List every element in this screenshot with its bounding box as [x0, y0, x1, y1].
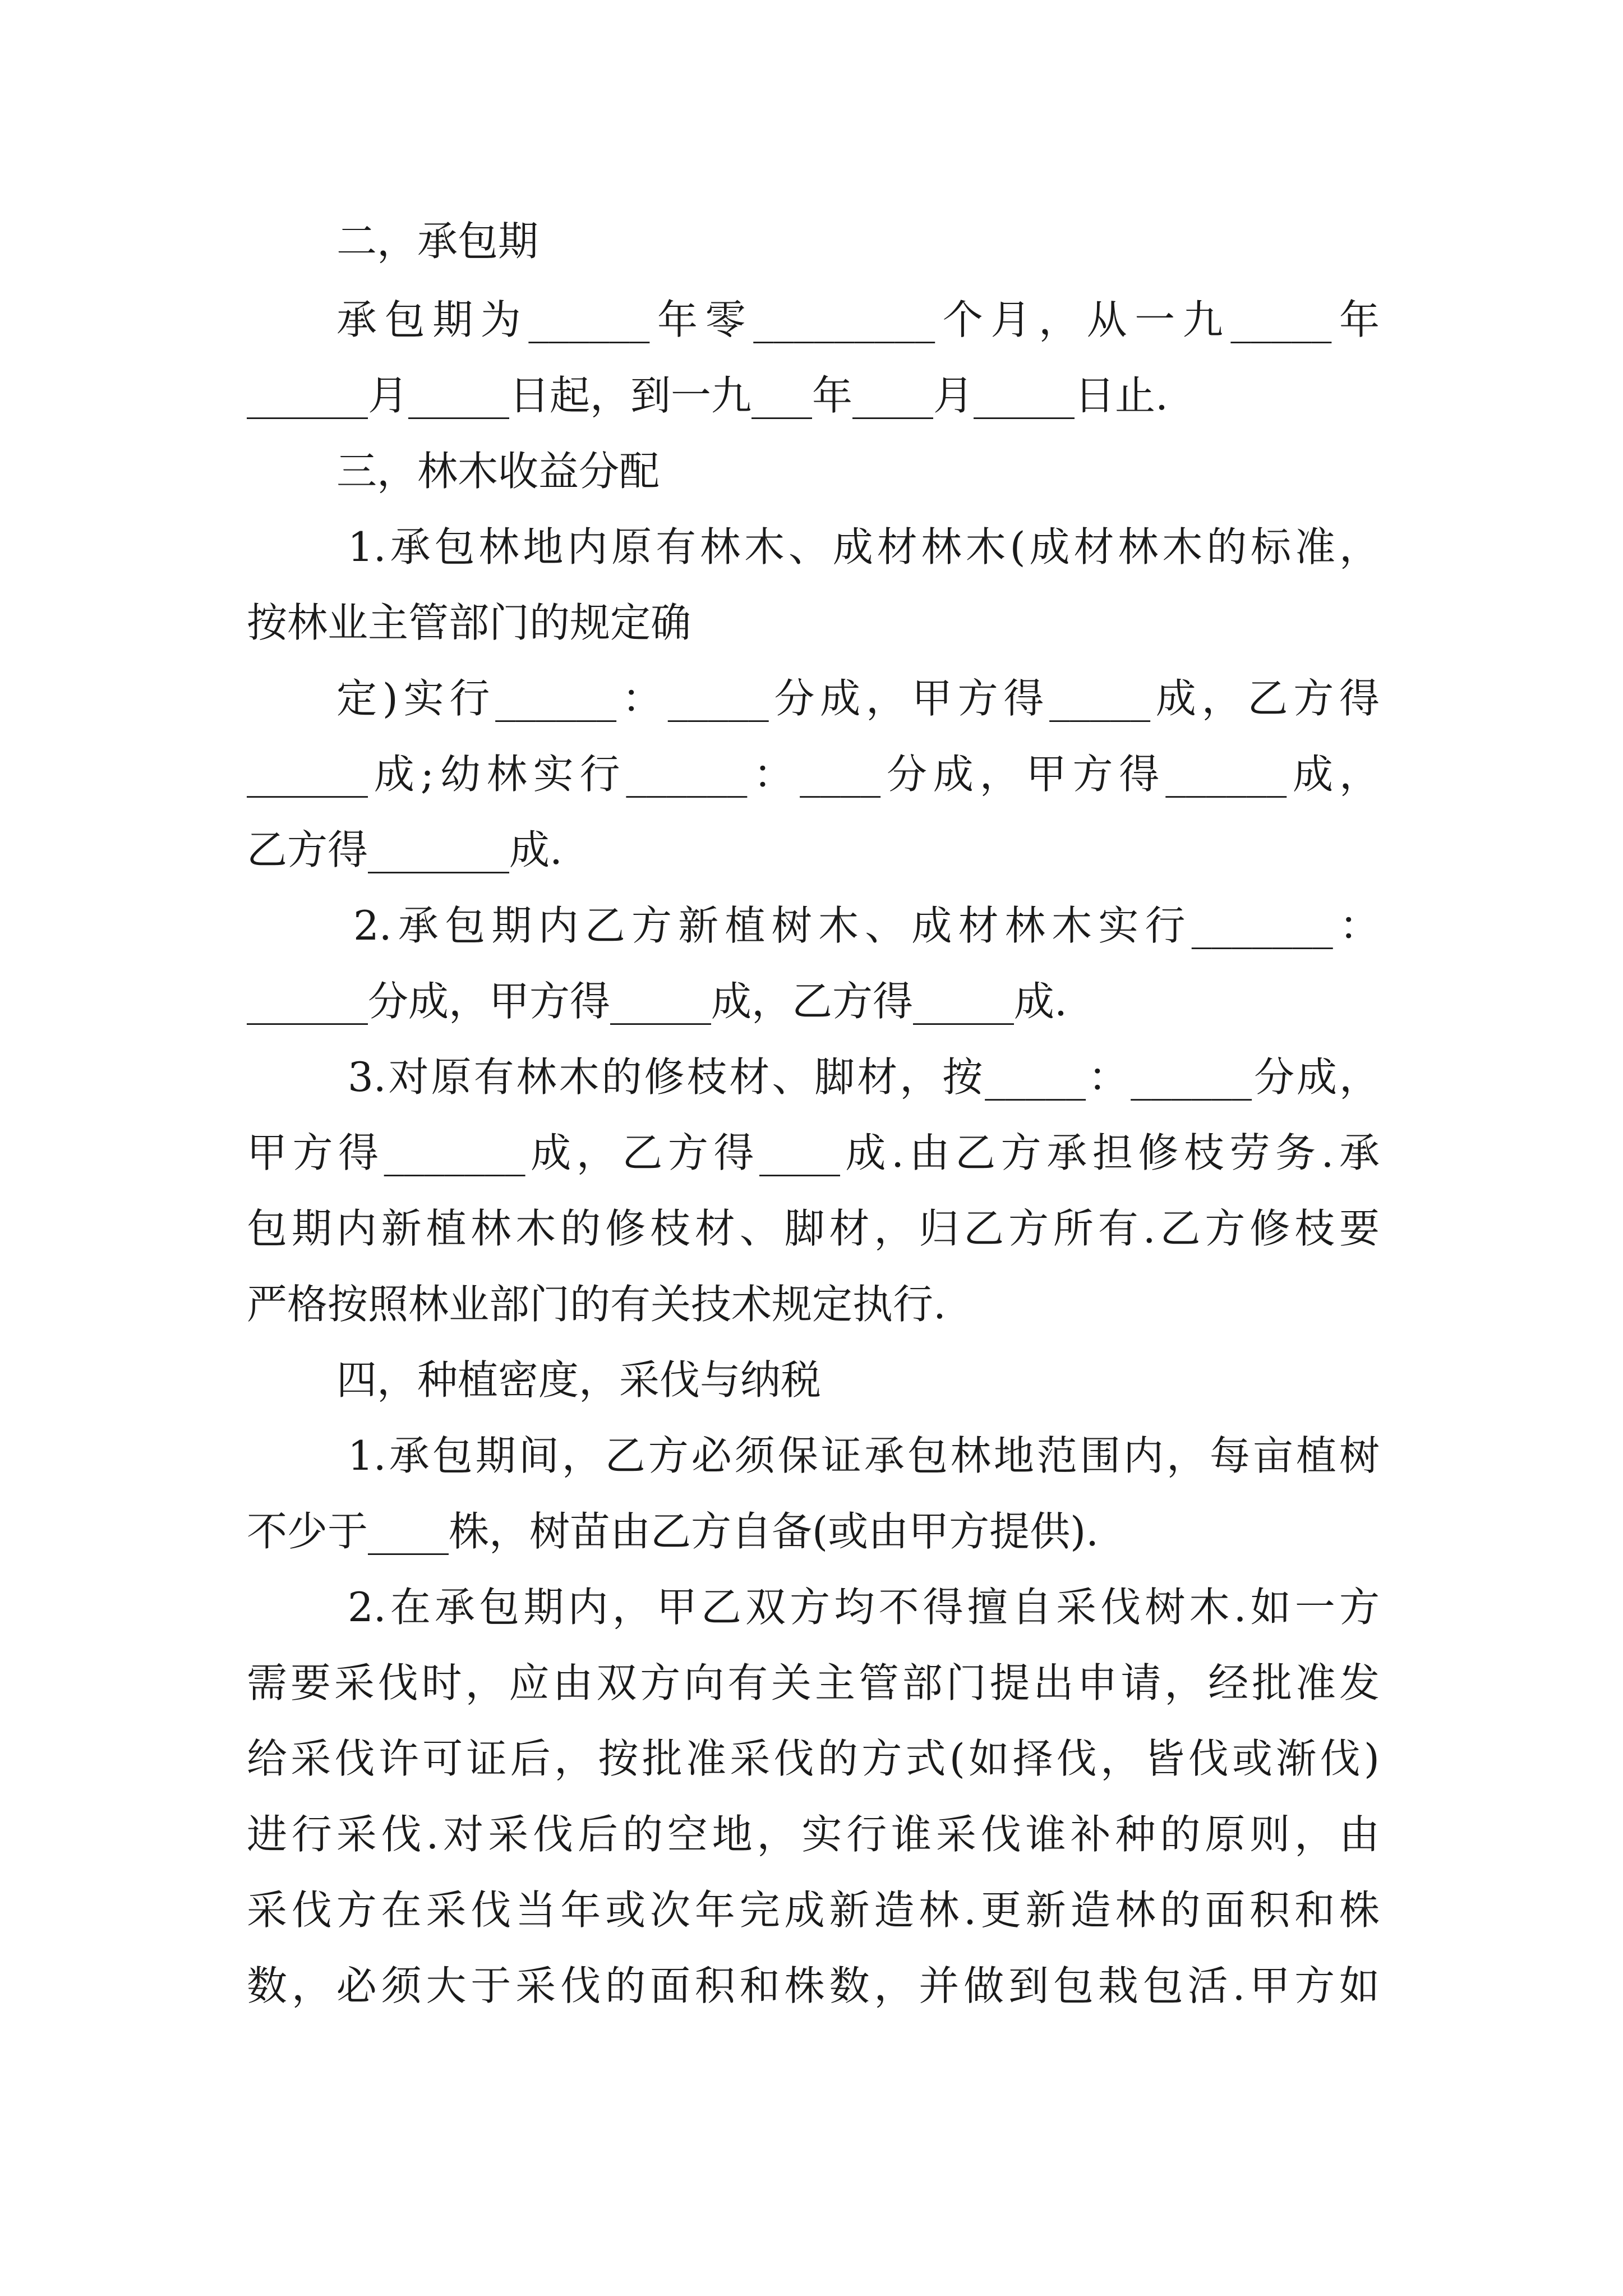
paragraph-line: 2.承包期内乙方新植树木、成材林木实行_______：: [353, 902, 1380, 949]
section-heading: 四，种植密度，采伐与纳税: [336, 1356, 822, 1404]
paragraph-line: 按林业主管部门的规定确: [247, 599, 691, 646]
paragraph-line: 进行采伐.对采伐后的空地，实行谁采伐谁补种的原则，由: [247, 1811, 1380, 1858]
paragraph-line: 2.在承包期内，甲乙双方均不得擅自采伐树木.如一方: [348, 1584, 1380, 1631]
paragraph-line: 承包期为______年零_________个月，从一九_____年: [336, 296, 1380, 343]
paragraph-line: ______成;幼林实行______：____分成，甲方得______成，: [247, 751, 1380, 798]
paragraph-line: 给采伐许可证后，按批准采伐的方式(如择伐，皆伐或渐伐): [247, 1735, 1380, 1782]
paragraph-line: 乙方得_______成.: [247, 826, 562, 873]
paragraph-line: 采伐方在采伐当年或次年完成新造林.更新造林的面积和株: [247, 1887, 1380, 1934]
paragraph-line: 严格按照林业部门的有关技术规定执行.: [247, 1281, 946, 1328]
paragraph-line: 数，必须大于采伐的面积和株数，并做到包栽包活.甲方如: [247, 1962, 1380, 2009]
paragraph-line: 1.承包林地内原有林木、成材林木(成材林木的标准，: [348, 523, 1380, 570]
paragraph-line: ______分成，甲方得_____成，乙方得_____成.: [247, 978, 1067, 1025]
paragraph-line: ______月_____日起，到一九___年____月_____日止.: [247, 372, 1168, 419]
section-heading: 二，承包期: [336, 218, 539, 265]
paragraph-line: 1.承包期间，乙方必须保证承包林地范围内，每亩植树: [348, 1432, 1380, 1479]
paragraph-line: 3.对原有林木的修枝材、脚材，按_____：______分成，: [348, 1053, 1380, 1101]
paragraph-line: 包期内新植林木的修枝材、脚材，归乙方所有.乙方修枝要: [247, 1205, 1380, 1252]
paragraph-line: 需要采伐时，应由双方向有关主管部门提出申请，经批准发: [247, 1659, 1380, 1706]
section-heading: 三，林木收益分配: [336, 448, 660, 495]
paragraph-line: 不少于____株，树苗由乙方自备(或由甲方提供).: [247, 1508, 1099, 1555]
paragraph-line: 定)实行______：_____分成，甲方得_____成，乙方得: [336, 675, 1380, 722]
paragraph-line: 甲方得_______成，乙方得____成.由乙方承担修枝劳务.承: [247, 1129, 1380, 1176]
